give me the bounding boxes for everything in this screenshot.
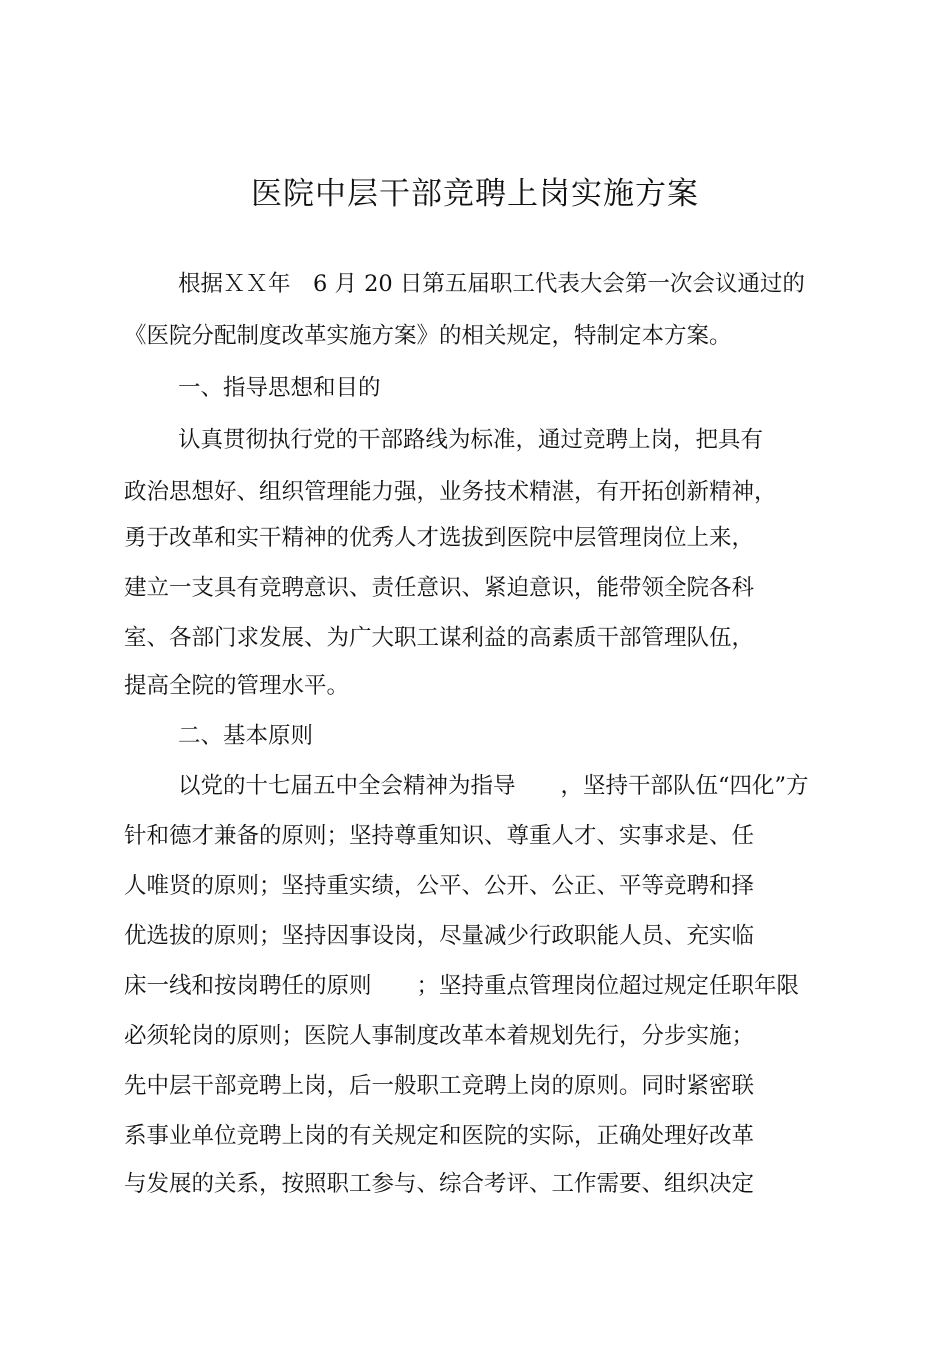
body-line: 室、各部门求发展、为广大职工谋利益的高素质干部管理队伍， xyxy=(124,625,755,651)
body-line: 优选拔的原则；坚持因事设岗，尽量减少行政职能人员、充实临 xyxy=(124,923,755,949)
body-line: 认真贯彻执行党的干部路线为标准，通过竞聘上岗，把具有 xyxy=(178,427,764,453)
body-line: 先中层干部竞聘上岗，后一般职工竞聘上岗的原则。同时紧密联 xyxy=(124,1073,755,1099)
body-line: 以党的十七届五中全会精神为指导 ，坚持干部队伍“四化”方 xyxy=(178,773,809,799)
body-line: 床一线和按岗聘任的原则 ；坚持重点管理岗位超过规定任职年限 xyxy=(124,973,800,999)
body-line: 必须轮岗的原则；医院人事制度改革本着规划先行，分步实施； xyxy=(124,1023,755,1049)
body-line: 《医院分配制度改革实施方案》的相关规定，特制定本方案。 xyxy=(124,323,732,349)
body-line: 根据ＸＸ年 6 月 20 日第五届职工代表大会第一次会议通过的 xyxy=(178,271,805,297)
body-line: 提高全院的管理水平。 xyxy=(124,673,350,699)
document-title: 医院中层干部竞聘上岗实施方案 xyxy=(251,176,699,212)
body-line: 建立一支具有竞聘意识、责任意识、紧迫意识，能带领全院各科 xyxy=(124,575,755,601)
section-heading: 二、基本原则 xyxy=(178,723,314,749)
body-line: 与发展的关系，按照职工参与、综合考评、工作需要、组织决定 xyxy=(124,1171,755,1197)
body-line: 人唯贤的原则；坚持重实绩，公平、公开、公正、平等竞聘和择 xyxy=(124,873,755,899)
body-line: 针和德才兼备的原则；坚持尊重知识、尊重人才、实事求是、任 xyxy=(124,823,755,849)
section-heading: 一、指导思想和目的 xyxy=(178,375,381,401)
body-line: 政治思想好、组织管理能力强，业务技术精湛，有开拓创新精神， xyxy=(124,479,777,505)
body-line: 系事业单位竞聘上岗的有关规定和医院的实际，正确处理好改革 xyxy=(124,1123,755,1149)
body-line: 勇于改革和实干精神的优秀人才选拔到医院中层管理岗位上来， xyxy=(124,525,755,551)
